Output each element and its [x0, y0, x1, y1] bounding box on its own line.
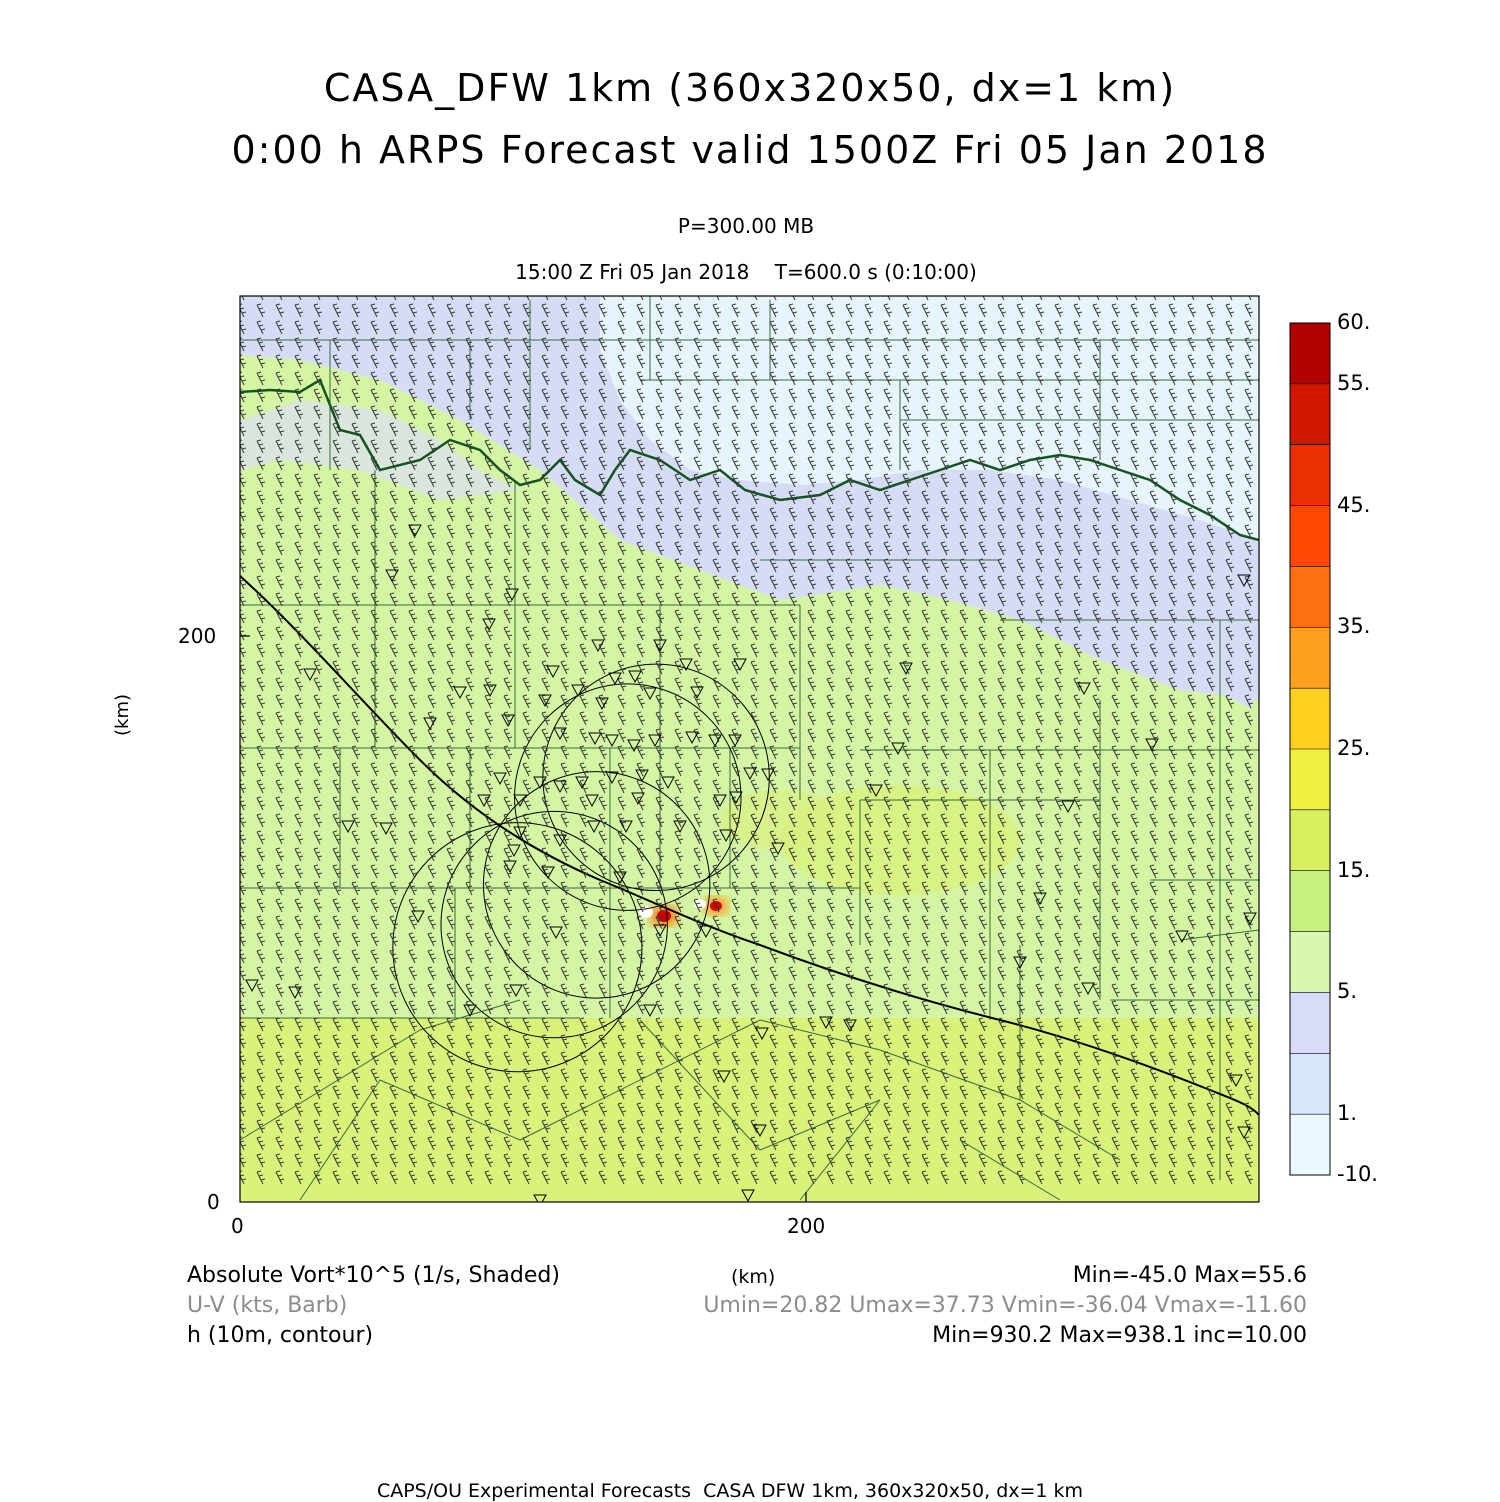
colorbar-label: 60. [1337, 310, 1371, 334]
x-tick-label-0: 0 [231, 1214, 244, 1238]
colorbar-swatch-8 [1290, 749, 1330, 810]
colorbar [1290, 323, 1330, 1176]
colorbar-swatch-4 [1290, 506, 1330, 567]
legend-field3: h (10m, contour) [187, 1323, 374, 1348]
valid-time: 15:00 Z Fri 05 Jan 2018 T=600.0 s (0:10:00) [515, 260, 977, 284]
colorbar-label: 15. [1337, 857, 1371, 882]
x-axis-label: (km) [731, 1266, 776, 1288]
colorbar-label: 35. [1337, 614, 1371, 639]
pressure-level: P=300.00 MB [677, 214, 815, 238]
legend-field3-stats: Min=930.2 Max=938.1 inc=10.00 [932, 1323, 1307, 1348]
colorbar-label: 1. [1337, 1101, 1358, 1126]
colorbar-swatch-2 [1290, 384, 1330, 445]
y-tick-label-0: 0 [207, 1190, 220, 1214]
colorbar-swatch-12 [1290, 992, 1330, 1053]
shaded-field [238, 287, 1259, 1206]
y-axis-label: (km) [112, 693, 133, 736]
plot-title-line2: 0:00 h ARPS Forecast valid 1500Z Fri 05 Jan 2018 [231, 128, 1269, 172]
colorbar-swatch-9 [1290, 810, 1330, 871]
x-tick-label-200: 200 [787, 1214, 826, 1238]
colorbar-label: 55. [1337, 370, 1371, 395]
colorbar-label: 25. [1337, 736, 1371, 760]
colorbar-swatch-3 [1290, 445, 1330, 506]
colorbar-label: 45. [1337, 492, 1371, 517]
colorbar-swatch-7 [1290, 688, 1330, 749]
colorbar-label: -10. [1337, 1162, 1378, 1186]
plot-title-line1: CASA_DFW 1km (360x320x50, dx=1 km) [323, 66, 1177, 110]
colorbar-swatch-10 [1290, 871, 1330, 932]
colorbar-label: 5. [1337, 979, 1358, 1004]
colorbar-swatch-1 [1290, 323, 1330, 384]
colorbar-swatch-6 [1290, 627, 1330, 688]
colorbar-swatch-13 [1290, 1053, 1330, 1114]
colorbar-swatch-14 [1290, 1114, 1330, 1175]
legend-field2-stats: Umin=20.82 Umax=37.73 Vmin=-36.04 Vmax=-11.60 [703, 1293, 1307, 1318]
colorbar-swatch-11 [1290, 932, 1330, 993]
y-tick-label-200: 200 [178, 624, 217, 648]
colorbar-swatch-5 [1290, 566, 1330, 627]
legend-field1-stats: Min=-45.0 Max=55.6 [1072, 1263, 1307, 1288]
legend-field1: Absolute Vort*10^5 (1/s, Shaded) [187, 1263, 560, 1288]
footer-credit: CAPS/OU Experimental Forecasts CASA DFW 1km, 360x320x50, dx=1 km [376, 1480, 1084, 1502]
legend-field2: U-V (kts, Barb) [187, 1293, 348, 1318]
